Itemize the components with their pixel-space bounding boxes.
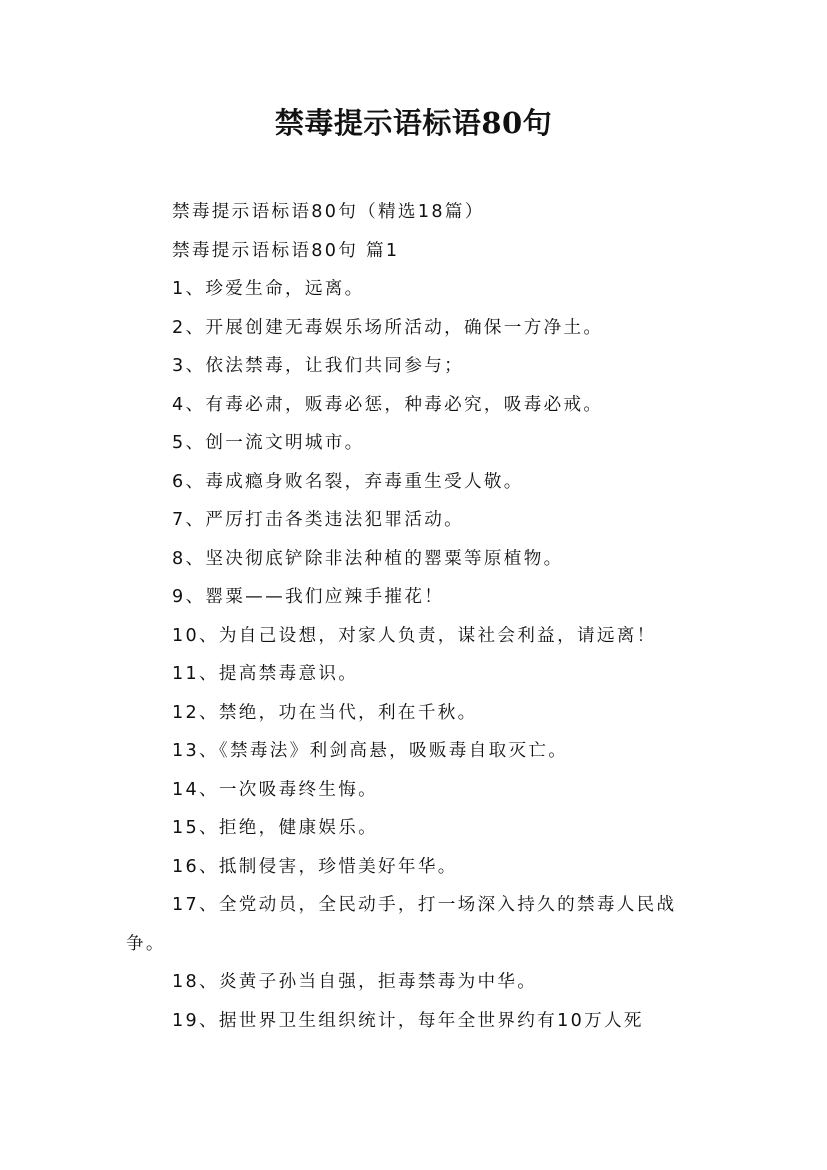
paragraph-subtitle: 禁毒提示语标语80句（精选18篇）: [172, 202, 485, 222]
paragraph-item-17: 17、全党动员，全民动手，打一场深入持久的禁毒人民战争。: [126, 895, 677, 954]
paragraph-item-8: 8、坚决彻底铲除非法种植的罂粟等原植物。: [172, 548, 564, 569]
document-body: [126, 193, 706, 1040]
document-title: 禁毒提示语标语80句: [274, 106, 553, 140]
paragraph-item-14: 14、一次吸毒终生悔。: [172, 779, 379, 800]
paragraph-item-18: 18、炎黄子孙当自强，拒毒禁毒为中华。: [172, 972, 538, 992]
paragraph-item-12: 12、禁绝，功在当代，利在千秋。: [172, 702, 478, 723]
paragraph-item-10: 10、为自己设想，对家人负责，谋社会利益，请远离！: [172, 625, 657, 646]
paragraph-item-4: 4、有毒必肃，贩毒必惩，种毒必究，吸毒必戒。: [172, 394, 604, 415]
paragraph-item-5: 5、创一流文明城市。: [172, 433, 365, 453]
paragraph-item-1: 1、珍爱生命，远离。: [172, 279, 365, 299]
paragraph-item-6: 6、毒成瘾身败名裂，弃毒重生受人敬。: [172, 471, 524, 492]
paragraph-item-15: 15、拒绝，健康娱乐。: [172, 818, 379, 838]
paragraph-item-7: 7、严厉打击各类违法犯罪活动。: [172, 510, 465, 530]
paragraph-item-13: 13、《禁毒法》利剑高悬，吸贩毒自取灭亡。: [172, 741, 569, 761]
paragraph-section-heading: 禁毒提示语标语80句 篇1: [172, 240, 400, 261]
paragraph-item-19: 19、据世界卫生组织统计，每年全世界约有10万人死: [172, 1010, 644, 1031]
paragraph-item-16: 16、抵制侵害，珍惜美好年华。: [172, 856, 458, 877]
paragraph-item-3: 3、依法禁毒，让我们共同参与；: [172, 356, 465, 376]
paragraph-item-9: 9、罂粟——我们应辣手摧花！: [172, 587, 445, 607]
paragraph-item-2: 2、开展创建无毒娱乐场所活动，确保一方净土。: [172, 317, 604, 338]
paragraph-item-11: 11、提高禁毒意识。: [172, 664, 359, 684]
